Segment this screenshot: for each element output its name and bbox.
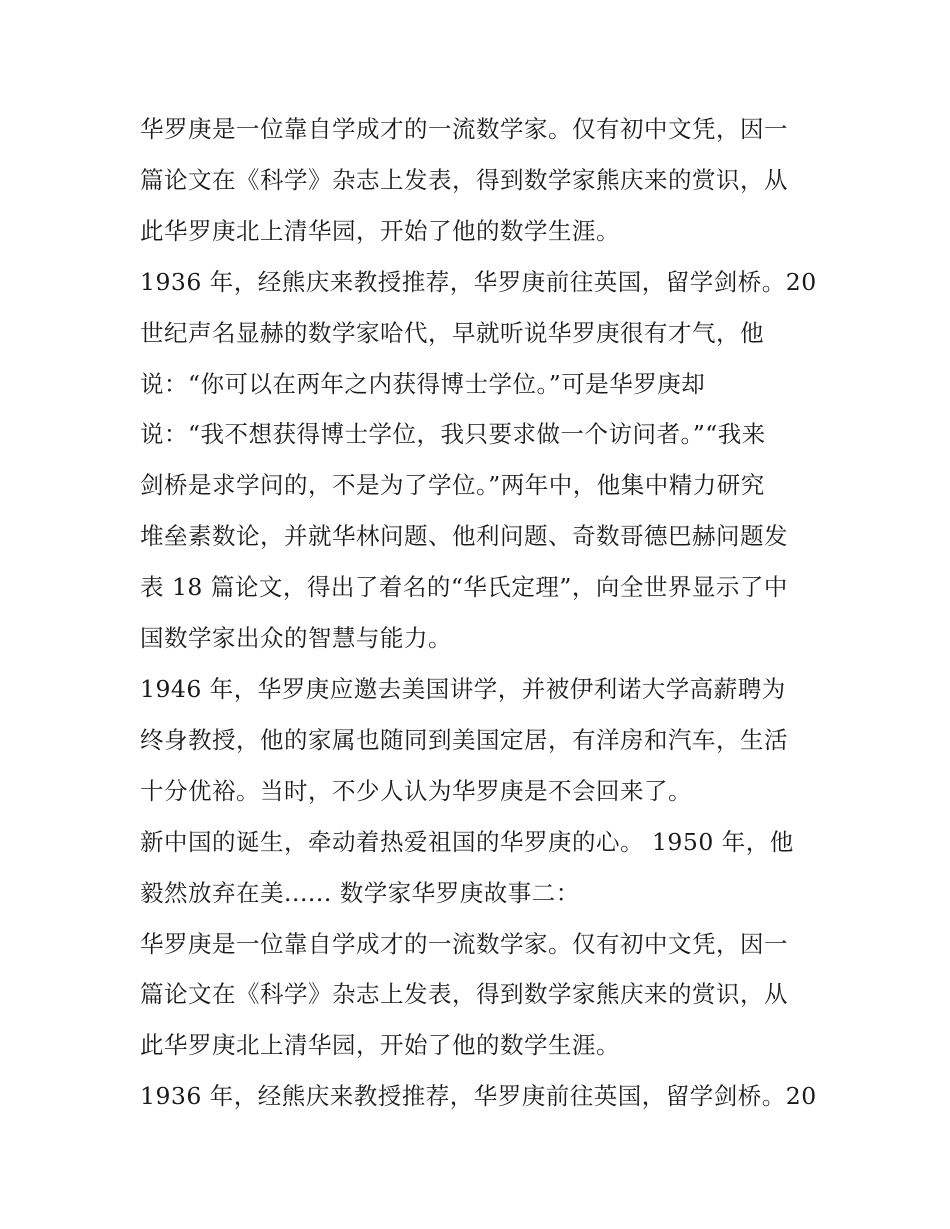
text-line: 剑桥是求学问的，不是为了学位。”两年中，他集中精力研究 bbox=[140, 471, 765, 500]
document-body bbox=[140, 104, 820, 1122]
text-line: 1946 年，华罗庚应邀去美国讲学，并被伊利诺大学高薪聘为 bbox=[140, 674, 786, 703]
text-line: 1936 年，经熊庆来教授推荐，华罗庚前往英国，留学剑桥。20 bbox=[140, 1082, 817, 1111]
text-line: 新中国的诞生，牵动着热爱祖国的华罗庚的心。 1950 年，他 bbox=[140, 827, 794, 856]
text-line: 说：“你可以在两年之内获得博士学位。”可是华罗庚却 bbox=[140, 369, 706, 398]
text-line: 终身教授，他的家属也随同到美国定居，有洋房和汽车，生活 bbox=[140, 725, 788, 754]
paragraph-4 bbox=[140, 817, 820, 919]
text-line: 毅然放弃在美...... 数学家华罗庚故事二： bbox=[140, 878, 580, 907]
text-line: 十分优裕。当时，不少人认为华罗庚是不会回来了。 bbox=[140, 776, 692, 805]
text-line: 篇论文在《科学》杂志上发表，得到数学家熊庆来的赏识，从 bbox=[140, 980, 788, 1009]
text-line: 说：“我不想获得博士学位，我只要求做一个访问者。”“我来 bbox=[140, 420, 766, 449]
text-line: 国数学家出众的智慧与能力。 bbox=[140, 624, 452, 653]
text-line: 1936 年，经熊庆来教授推荐，华罗庚前往英国，留学剑桥。20 bbox=[140, 267, 817, 296]
text-line: 堆垒素数论，并就华林问题、他利问题、奇数哥德巴赫问题发 bbox=[140, 522, 788, 551]
text-line: 世纪声名显赫的数学家哈代，早就听说华罗庚很有才气，他 bbox=[140, 318, 764, 347]
paragraph-1 bbox=[140, 104, 820, 257]
paragraph-2 bbox=[140, 257, 820, 664]
text-line: 华罗庚是一位靠自学成才的一流数学家。仅有初中文凭，因一 bbox=[140, 115, 788, 143]
text-line: 华罗庚是一位靠自学成才的一流数学家。仅有初中文凭，因一 bbox=[140, 929, 788, 958]
paragraph-5 bbox=[140, 919, 820, 1072]
text-line: 此华罗庚北上清华园，开始了他的数学生涯。 bbox=[140, 216, 620, 245]
text-line: 篇论文在《科学》杂志上发表，得到数学家熊庆来的赏识，从 bbox=[140, 165, 788, 194]
text-line: 此华罗庚北上清华园，开始了他的数学生涯。 bbox=[140, 1031, 620, 1060]
paragraph-6 bbox=[140, 1071, 820, 1122]
paragraph-3 bbox=[140, 664, 820, 817]
text-line: 表 18 篇论文，得出了着名的“华氏定理”，向全世界显示了中 bbox=[140, 573, 788, 602]
